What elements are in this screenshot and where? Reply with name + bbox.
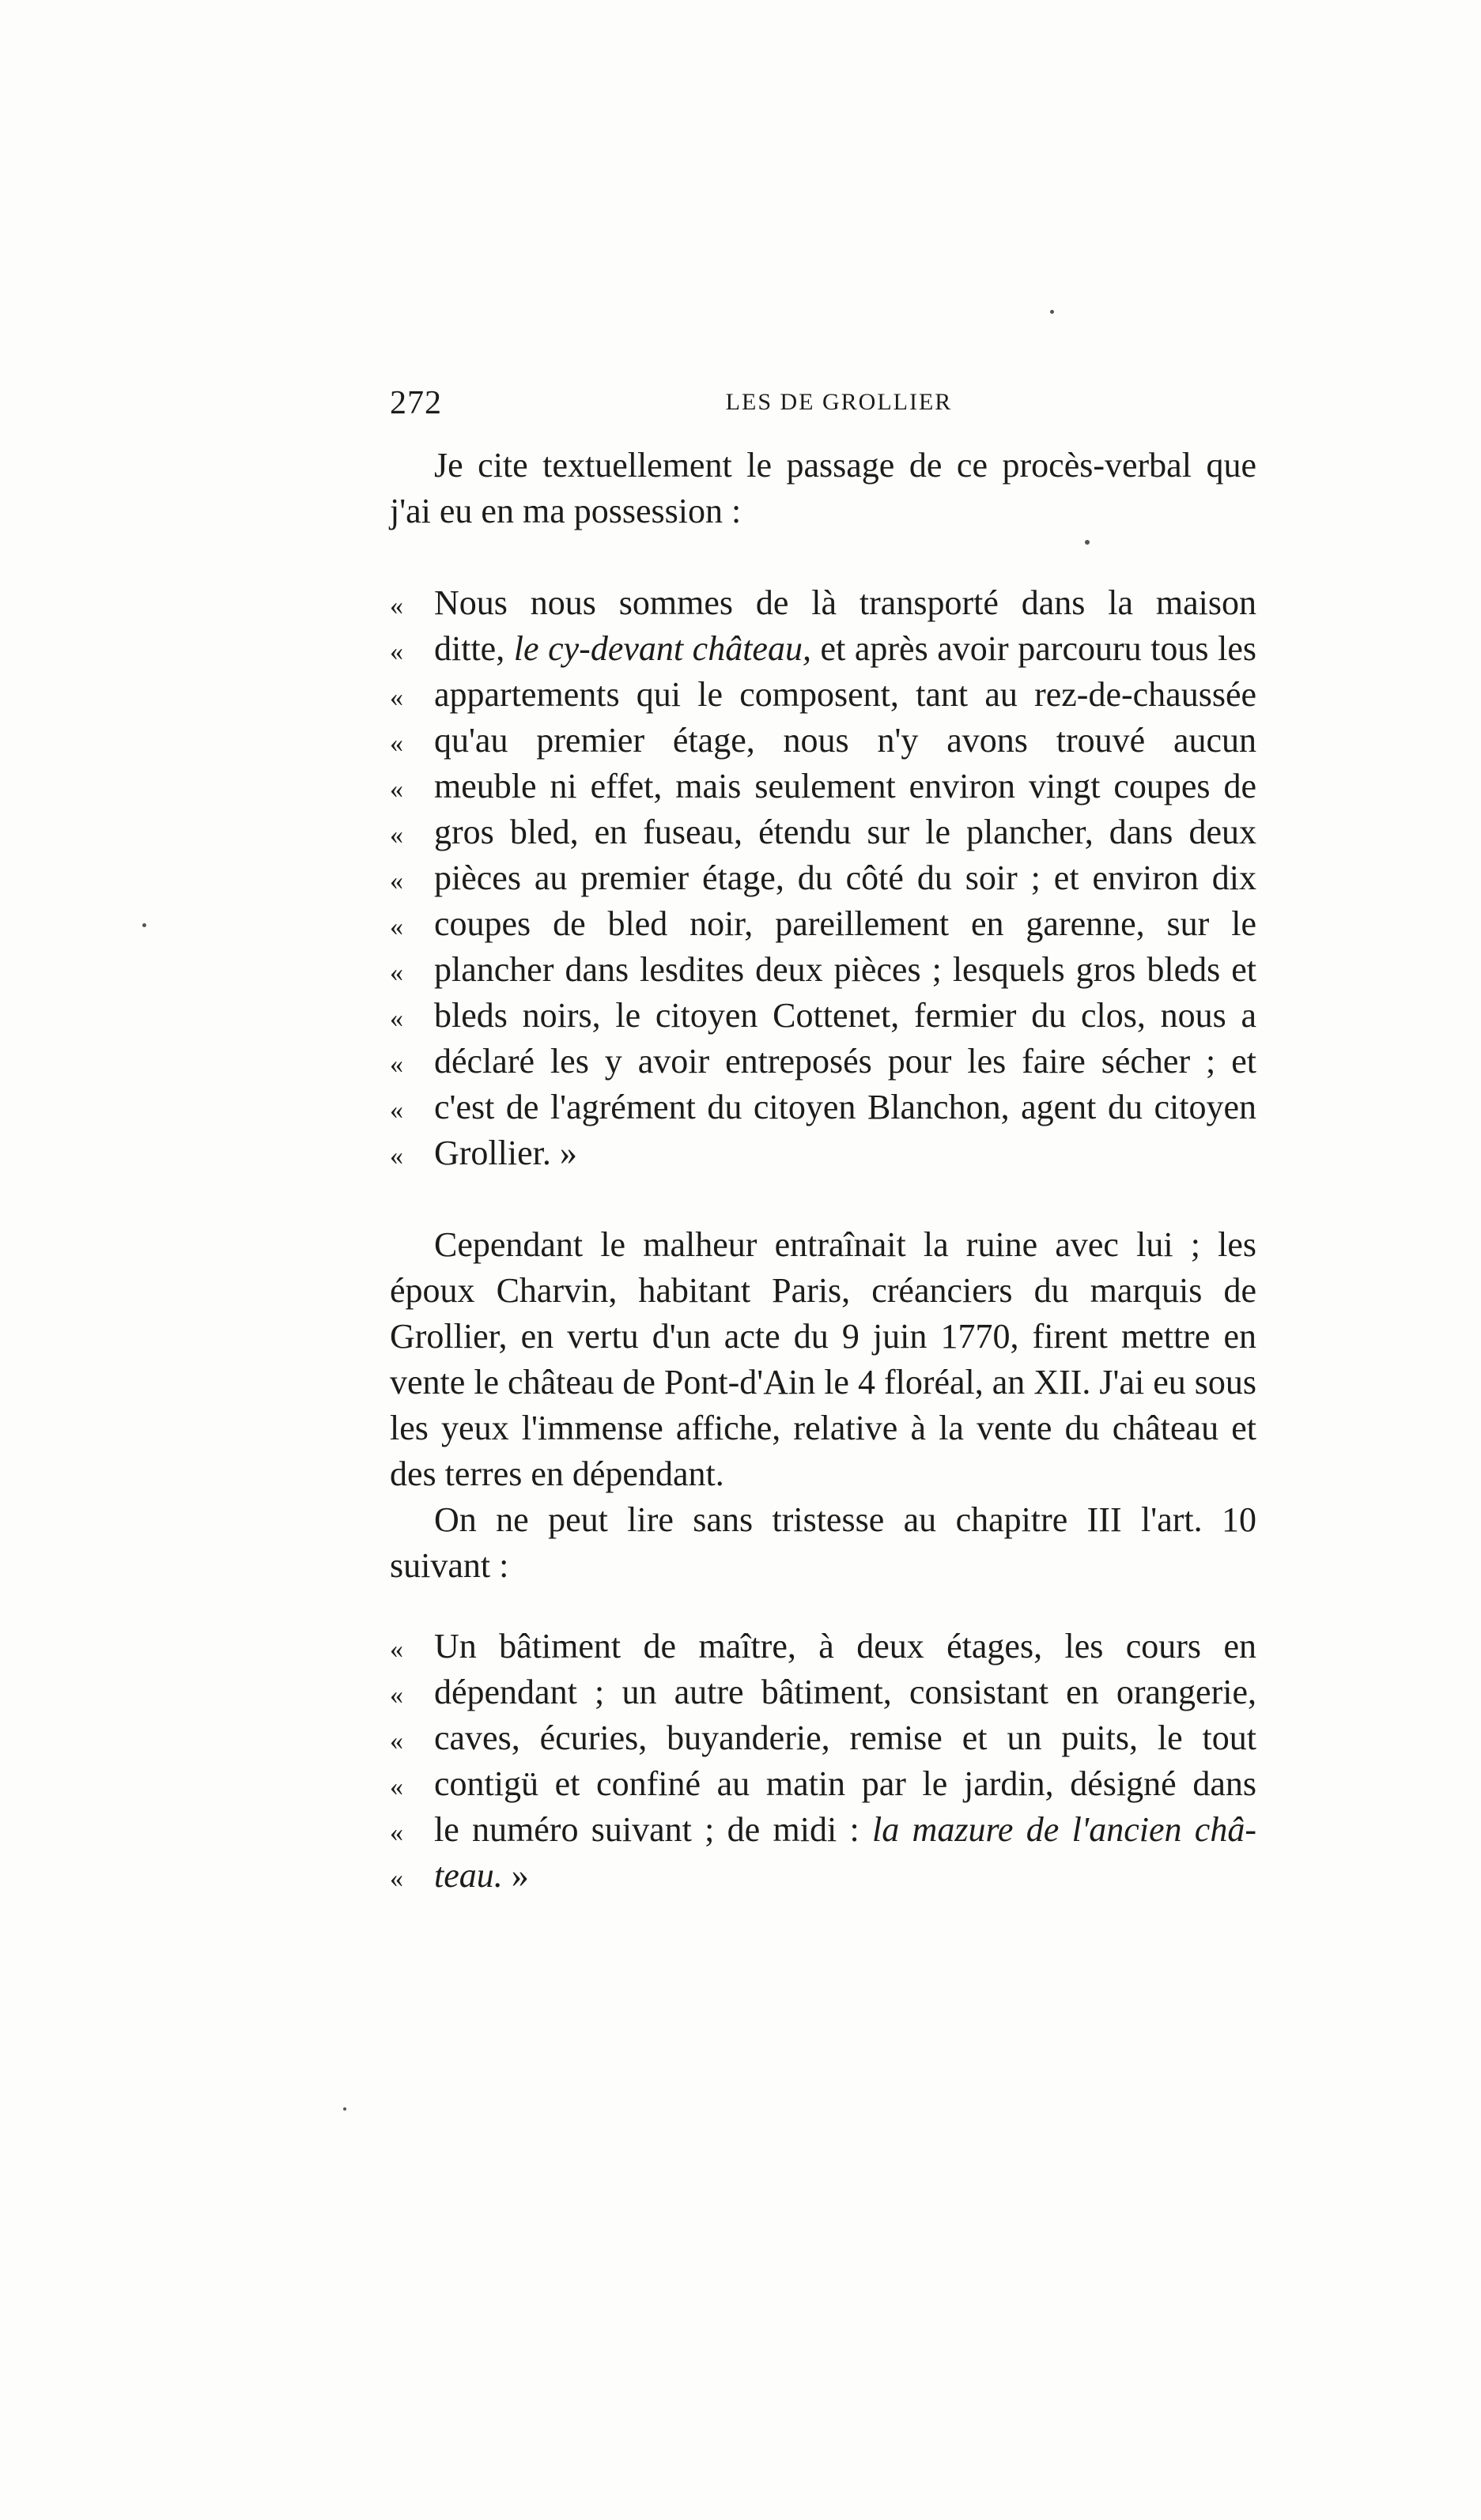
quote-text: c'est de l'agrément du citoyen Blanchon, agent du citoyen	[434, 1088, 1256, 1126]
quote-italic-part: le cy-devant château,	[513, 629, 811, 668]
quote-line	[390, 718, 1256, 764]
quote-text: dépendant ; un autre bâtiment, consistant en orangerie,	[434, 1673, 1256, 1711]
quote-mark: «	[390, 1772, 403, 1801]
quote-mark: «	[390, 1726, 403, 1756]
quote-mark: «	[390, 1635, 403, 1664]
quote-mark: «	[390, 729, 403, 758]
quote-mark: «	[390, 912, 403, 941]
quote-line	[390, 947, 1256, 993]
quote-text: pièces au premier étage, du côté du soir ; et environ dix	[434, 858, 1256, 897]
quote-mark: «	[390, 683, 403, 712]
quote-line	[390, 855, 1256, 901]
quote-mark: «	[390, 1050, 403, 1079]
quote-line	[390, 1039, 1256, 1085]
quote-mark: «	[390, 1141, 403, 1171]
running-title: LES DE GROLLIER	[725, 389, 953, 415]
quote-line	[390, 1085, 1256, 1130]
quote-mark: «	[390, 866, 403, 896]
quote-mark: «	[390, 637, 403, 666]
quote-text	[434, 1807, 1256, 1853]
quote-line	[390, 626, 1256, 672]
paper-speck	[1050, 310, 1054, 314]
quote-line	[390, 1715, 1256, 1761]
quote-mark: «	[390, 1864, 403, 1893]
quote-affiche	[390, 1624, 1256, 1899]
quote-text: plancher dans lesdites deux pièces ; lesquels gros bleds et	[434, 950, 1256, 989]
quote-line	[390, 1853, 1256, 1899]
quote-text-part: ditte,	[434, 629, 514, 668]
quote-line	[390, 672, 1256, 718]
quote-mark: «	[390, 821, 403, 850]
quote-text-part: le numéro suivant ; de midi :	[434, 1810, 873, 1849]
paper-speck	[142, 923, 146, 927]
quote-text: Un bâtiment de maître, à deux étages, les cours en	[434, 1627, 1256, 1666]
quote-mark: «	[390, 1681, 403, 1710]
quote-text: caves, écuries, buyanderie, remise et un puits, le tout	[434, 1718, 1256, 1757]
quote-italic-part: teau.	[434, 1856, 503, 1895]
quote-line	[390, 993, 1256, 1039]
quote-line	[390, 1761, 1256, 1807]
quote-text: contigü et confiné au matin par le jardin, désigné dans	[434, 1764, 1256, 1803]
quote-text: gros bled, en fuseau, étendu sur le plancher, dans deux	[434, 813, 1256, 851]
quote-text	[434, 1853, 1256, 1899]
quote-mark: «	[390, 1004, 403, 1033]
quote-text-part: et après avoir parcouru tous les	[810, 629, 1256, 668]
quote-text: meuble ni effet, mais seulement environ vingt coupes de	[434, 767, 1256, 805]
quote-line	[390, 580, 1256, 626]
quote-text: Grollier. »	[434, 1134, 577, 1172]
paragraph-chapitre: On ne peut lire sans tristesse au chapitre III l'art. 10 suivant :	[390, 1500, 1256, 1585]
quote-line	[390, 1669, 1256, 1715]
quote-mark: «	[390, 1818, 403, 1847]
page-header	[390, 384, 1256, 432]
quote-text: bleds noirs, le citoyen Cottenet, fermier du clos, nous a	[434, 996, 1256, 1035]
paragraph-vente: Cependant le malheur entraînait la ruine avec lui ; les époux Charvin, habitant Paris, créanciers du marquis de Grollier, en vertu d'un acte du 9 juin 1770, firent mettre en vente le château de Pont-d'Ain le 4 floréal, an XII. J'ai eu sous les yeux l'immense affiche, relative à la vente du château et des terres en dépendant.	[390, 1225, 1256, 1493]
quote-line	[390, 1624, 1256, 1669]
quote-text: appartements qui le composent, tant au rez-de-chaussée	[434, 675, 1256, 714]
quote-text-part: »	[502, 1856, 529, 1895]
quote-mark: «	[390, 775, 403, 804]
quote-line	[390, 901, 1256, 947]
quote-line	[390, 809, 1256, 855]
quote-line	[390, 764, 1256, 809]
quote-text	[434, 626, 1256, 672]
body-text	[390, 443, 1256, 1899]
quote-text: qu'au premier étage, nous n'y avons trouvé aucun	[434, 721, 1256, 760]
quote-proces-verbal	[390, 580, 1256, 1176]
paragraph-intro: Je cite textuellement le passage de ce procès-verbal que j'ai eu en ma possession :	[390, 446, 1256, 530]
page-number: 272	[390, 385, 442, 421]
quote-text: coupes de bled noir, pareillement en garenne, sur le	[434, 904, 1256, 943]
paper-speck	[1085, 540, 1090, 545]
quote-mark: «	[390, 1096, 403, 1125]
paper-speck	[343, 2107, 346, 2111]
quote-text: Nous nous sommes de là transporté dans la maison	[434, 583, 1256, 622]
quote-italic-part: la mazure de l'ancien châ-	[872, 1810, 1256, 1849]
quote-line	[390, 1807, 1256, 1853]
quote-mark: «	[390, 591, 403, 621]
quote-mark: «	[390, 958, 403, 987]
quote-text: déclaré les y avoir entreposés pour les faire sécher ; et	[434, 1042, 1256, 1081]
quote-line	[390, 1130, 1256, 1176]
